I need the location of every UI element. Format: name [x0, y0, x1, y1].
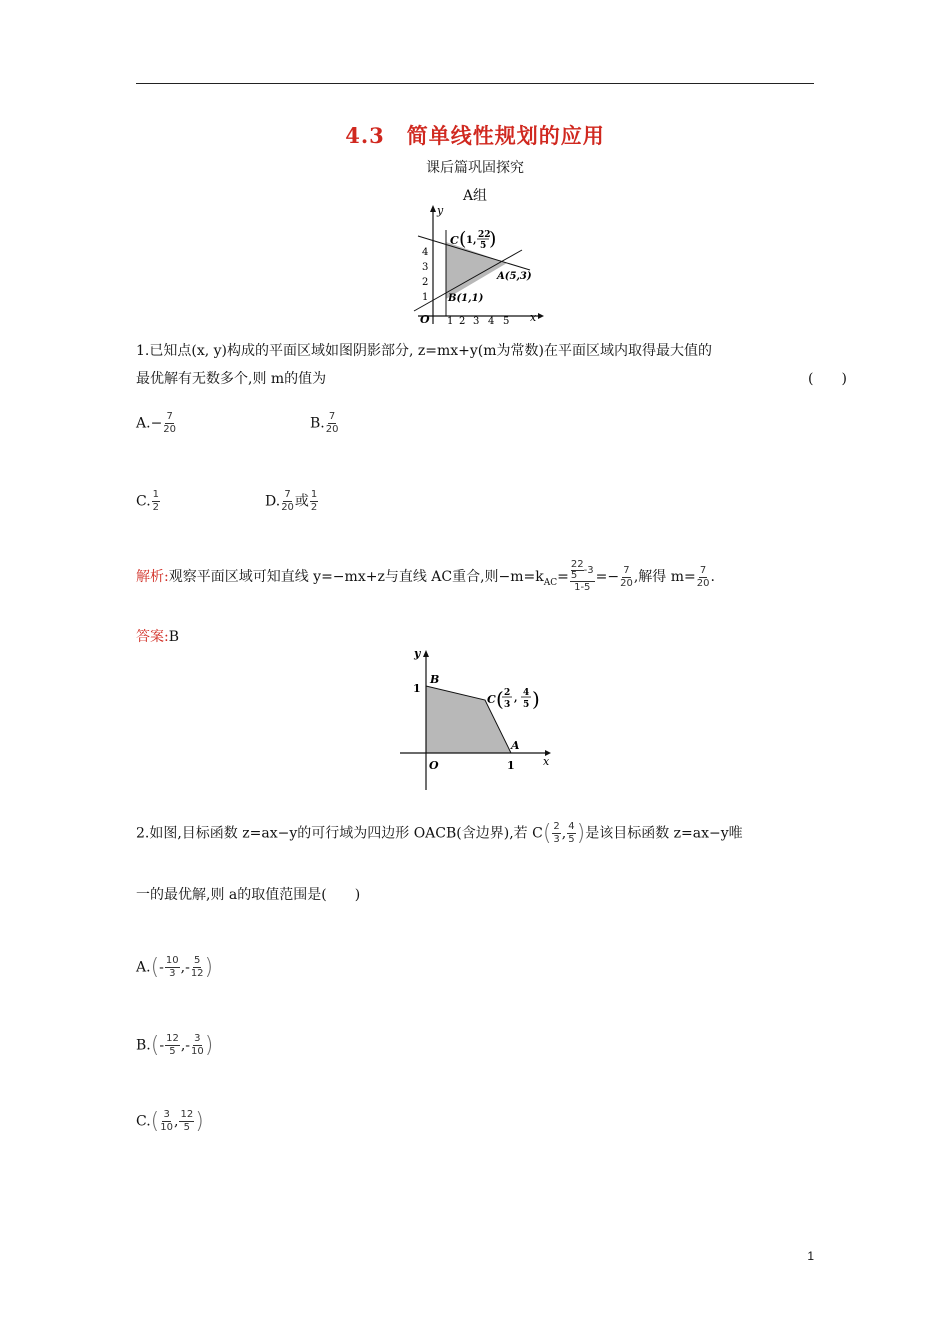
- point-c-num1: 2: [504, 688, 511, 698]
- page-subtitle: 课后篇巩固探究: [426, 160, 524, 176]
- svg-text:): ): [489, 228, 497, 250]
- fig1-origin: O: [420, 313, 430, 325]
- fraction: $\frac{7}{20}$: [281, 489, 294, 513]
- fig1-y-label: y: [437, 204, 444, 217]
- fraction: $\frac{1}{2}$: [152, 489, 160, 513]
- q1-line-1: 1.已知点(x, y)构成的平面区域如图阴影部分, z=mx+y(m为常数)在平面区域内取得最大值的: [136, 343, 713, 359]
- q2-option-b[interactable]: B.(- $\frac{12}{5}$ ,- $\frac{3}{10}$ ): [136, 1033, 214, 1058]
- fraction: $\frac{7}{20}$: [696, 564, 710, 589]
- svg-text:(: (: [459, 228, 467, 250]
- point-c-den: 5: [480, 241, 487, 251]
- point-a-label: A: [511, 739, 520, 752]
- fig1-xtick: 5: [503, 316, 510, 325]
- svg-text:): ): [532, 687, 540, 711]
- fig1-ytick: 1: [422, 292, 429, 303]
- q1-option-c[interactable]: C. $\frac{1}{2}$: [136, 489, 160, 513]
- fraction: $\frac{5}{12}$: [190, 955, 204, 979]
- q1-line-2: 最优解有无数多个,则 m的值为: [136, 371, 327, 387]
- fraction: $\frac{7}{20}$: [325, 411, 339, 435]
- fig1-ytick: 2: [422, 277, 429, 288]
- q2-line-1: 2.如图,目标函数 z=ax−y的可行域为四边形 OACB(含边界),若 C( $\frac{2}{3}$ , $\frac{4}{5}$ )是该目标函数 z=ax−y唯: [136, 821, 743, 846]
- q2-line-2: 一的最优解,则 a的取值范围是( ): [136, 887, 361, 903]
- header-rule: [136, 83, 814, 84]
- fraction: $\frac{4}{5}$: [568, 821, 575, 845]
- point-c-label: C: [487, 693, 496, 706]
- solution-label: 解析:: [136, 569, 169, 585]
- q1-solution: 解析:观察平面区域可知直线 y=−mx+z与直线 AC重合,则$-m=k_{AC}=$ 22 5 -3 1-5 =− $\frac{7}{20}$ ,解得 m= $\frac{7}{20}$ .: [136, 559, 715, 593]
- q2-option-a[interactable]: A.(- $\frac{10}{3}$ ,- $\frac{5}{12}$ ): [136, 955, 214, 980]
- fraction: $\frac{3}{10}$: [191, 1033, 204, 1057]
- point-c-den2: 5: [523, 700, 530, 710]
- point-c-den1: 3: [504, 700, 511, 710]
- fraction: $\frac{10}{3}$: [165, 955, 179, 979]
- point-b-label: B: [430, 673, 440, 686]
- fraction: $\frac{12}{5}$: [166, 1033, 179, 1057]
- fig2-x-one: 1: [507, 759, 515, 772]
- q1-option-a[interactable]: A.− $\frac{7}{20}$: [136, 411, 177, 435]
- fraction: $\frac{1}{2}$: [310, 489, 318, 513]
- fig1-xtick: 4: [488, 316, 495, 325]
- fraction: $\frac{2}{3}$: [553, 821, 560, 845]
- fraction: $\frac{7}{20}$: [620, 564, 633, 589]
- point-c-label: C: [450, 234, 459, 247]
- point-c-num2: 4: [523, 688, 530, 698]
- q1-answer: 答案:B: [136, 629, 180, 645]
- q2-option-c[interactable]: C.( $\frac{3}{10}$ , $\frac{12}{5}$ ): [136, 1109, 204, 1134]
- fig1-x-label: x: [530, 311, 537, 324]
- group-label: A组: [462, 188, 488, 204]
- answer-label: 答案:: [136, 629, 169, 645]
- fig2-origin: O: [429, 759, 439, 772]
- compound-fraction: 22 5 -3 1-5: [570, 559, 594, 593]
- fig1-xtick: 2: [459, 316, 466, 325]
- figure-1-graph: [410, 200, 545, 325]
- fraction: $\frac{3}{10}$: [160, 1109, 173, 1133]
- fraction: $\frac{7}{20}$: [163, 411, 177, 435]
- fig2-y-label: y: [414, 647, 421, 660]
- svg-text:(: (: [496, 687, 504, 711]
- point-c-x: 1,: [466, 235, 477, 246]
- point-c-num: 22: [478, 230, 491, 240]
- page-title: 4.3 简单线性规划的应用: [345, 123, 605, 148]
- fig1-ytick: 4: [422, 247, 429, 258]
- fig1-ytick: 3: [422, 262, 429, 273]
- fig2-y-one: 1: [413, 682, 421, 695]
- q1-option-d[interactable]: D. $\frac{7}{20}$ 或 $\frac{1}{2}$: [265, 489, 318, 513]
- page-number: 1: [807, 1249, 814, 1263]
- q1-bracket: ( ): [808, 371, 847, 387]
- fig1-xtick: 3: [473, 316, 480, 325]
- q1-option-b[interactable]: B. $\frac{7}{20}$: [310, 411, 339, 435]
- figure-2-graph: [395, 645, 555, 793]
- fig1-xtick: 1: [447, 316, 454, 325]
- fraction: $\frac{12}{5}$: [180, 1109, 194, 1133]
- point-b-label: B(1,1): [448, 293, 484, 304]
- point-a-label: A(5,3): [497, 271, 532, 282]
- fig2-x-label: x: [543, 755, 550, 768]
- svg-text:,: ,: [514, 693, 518, 704]
